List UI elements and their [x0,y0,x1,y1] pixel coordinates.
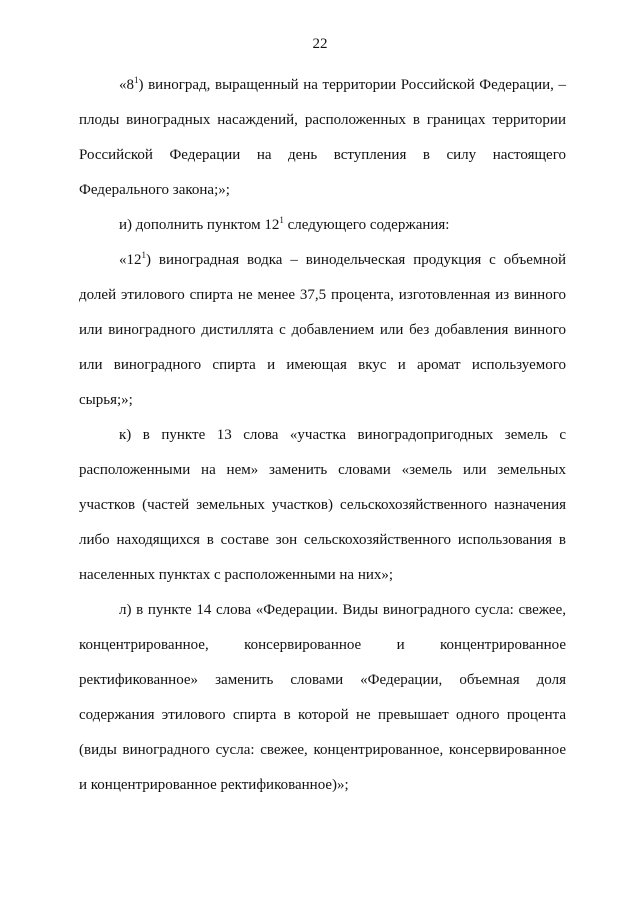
text-line: или виноградного дистиллята с добавлением или без добавления винного [79,322,566,338]
text-line: либо находящихся в составе зон сельскохозяйственного использования в [79,532,566,548]
text-fragment: следующего содержания: [283,217,450,233]
text-line: или виноградного спирта и имеющая вкус и аромат используемого [79,357,566,373]
text-line: л) в пункте 14 слова «Федерации. Виды виноградного сусла: свежее, [119,602,566,618]
text-fragment: «12 [119,252,142,268]
text-line: расположенными на нем» заменить словами «земель или земельных [79,462,566,478]
text-line: участков (частей земельных участков) сельскохозяйственного назначения [79,497,566,513]
text-line: населенных пунктах с расположенными на них»; [79,567,394,583]
page-number: 22 [312,36,328,52]
superscript: 1 [134,75,139,85]
text-fragment: ) виноградная водка – винодельческая продукция с объемной [146,252,566,268]
text-line: сырья;»; [79,392,133,408]
text-line: Федерального закона;»; [79,182,230,198]
text-line: к) в пункте 13 слова «участка виноградопригодных земель с [119,427,566,443]
text-fragment: «8 [119,77,134,93]
text-line: содержания этилового спирта в которой не превышает одного процента [79,707,566,723]
text-line: Российской Федерации на день вступления в силу настоящего [79,147,566,163]
text-line: концентрированное, консервированное и концентрированное [79,637,566,653]
text-line: ректификованное» заменить словами «Федерации, объемная доля [79,672,566,688]
text-line: и концентрированное ректификованное)»; [79,777,349,793]
text-fragment: ) виноград, выращенный на территории Российской Федерации, – [138,77,566,93]
text-line [119,76,566,94]
text-line: (виды виноградного сусла: свежее, концентрированное, консервированное [79,742,566,758]
text-line: плоды виноградных насаждений, расположенных в границах территории [79,112,566,128]
superscript: 1 [141,250,146,260]
text-line: долей этилового спирта не менее 37,5 процента, изготовленная из винного [79,287,566,303]
text-line [119,216,566,234]
text-fragment: и) дополнить пунктом 12 [119,217,280,233]
superscript: 1 [279,215,284,225]
text-line [119,251,566,269]
